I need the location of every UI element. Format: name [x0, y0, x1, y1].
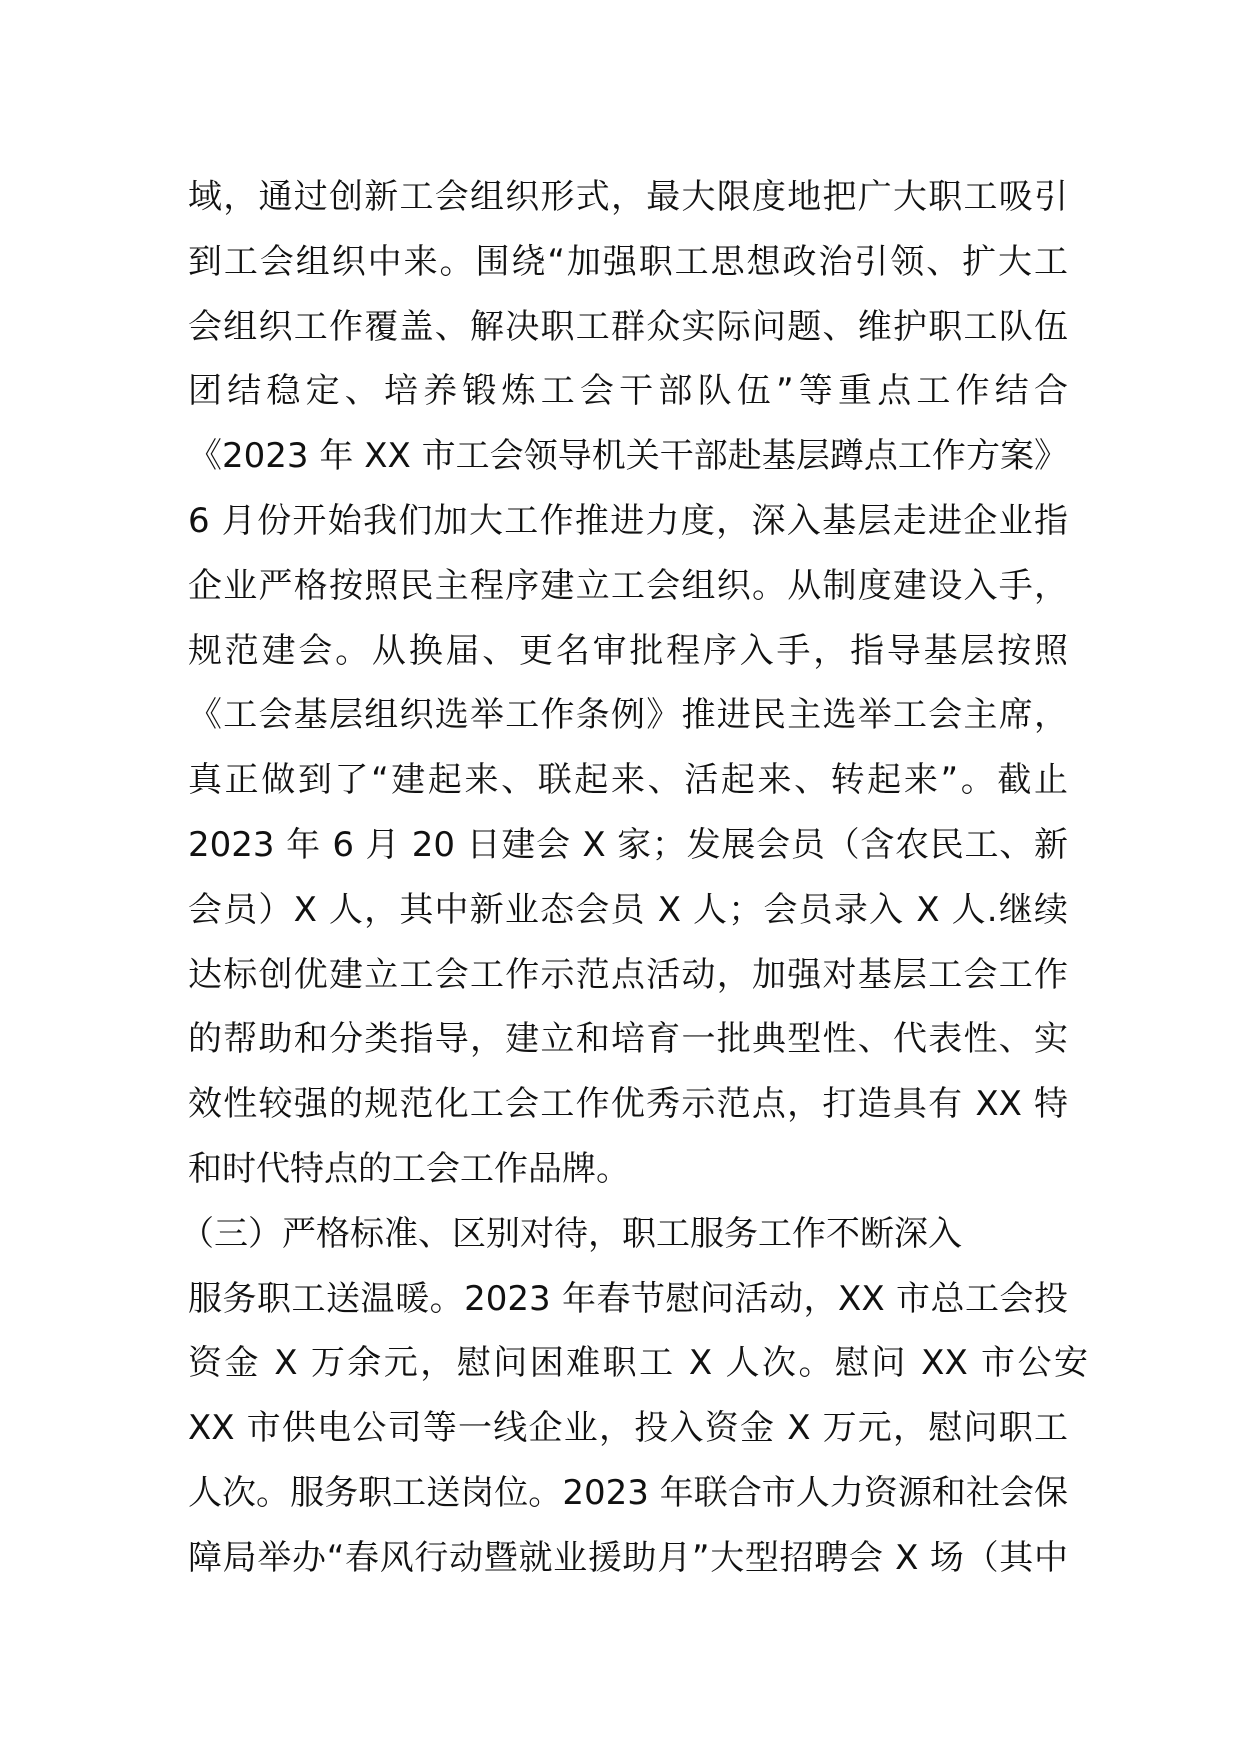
paragraph-line: 企业严格按照民主程序建立工会组织。从制度建设入手，	[188, 565, 1068, 606]
paragraph-line: 到工会组织中来。围绕“加强职工思想政治引领、扩大工	[188, 241, 1068, 282]
paragraph-line: 真正做到了“建起来、联起来、活起来、转起来”。截止	[188, 760, 1068, 801]
section-heading: （三）严格标准、区别对待，职工服务工作不断深入	[180, 1213, 962, 1254]
paragraph-line: 达标创优建立工会工作示范点活动，加强对基层工会工作	[188, 954, 1068, 995]
paragraph-line: 会组织工作覆盖、解决职工群众实际问题、维护职工队伍	[188, 306, 1068, 347]
paragraph-line: 会员）X 人，其中新业态会员 X 人；会员录入 X 人.继续	[188, 889, 1068, 930]
paragraph-line: 人次。服务职工送岗位。2023 年联合市人力资源和社会保	[188, 1472, 1068, 1513]
paragraph-line: 的帮助和分类指导，建立和培育一批典型性、代表性、实	[188, 1019, 1068, 1060]
paragraph-line: 《工会基层组织选举工作条例》推进民主选举工会主席，	[188, 695, 1068, 736]
document-body	[180, 165, 1088, 1591]
paragraph-line: 《2023 年 XX 市工会领导机关干部赴基层蹲点工作方案》	[188, 436, 1068, 477]
paragraph-line: 服务职工送温暖。2023 年春节慰问活动，XX 市总工会投	[188, 1278, 1068, 1319]
paragraph-line: 6 月份开始我们加大工作推进力度，深入基层走进企业指	[188, 500, 1068, 541]
paragraph-line: 效性较强的规范化工会工作优秀示范点，打造具有 XX 特	[188, 1084, 1068, 1125]
paragraph-line: 团结稳定、培养锻炼工会干部队伍”等重点工作结合	[188, 371, 1068, 412]
paragraph-line: 资金 X 万余元，慰问困难职工 X 人次。慰问 XX 市公安	[188, 1343, 1088, 1384]
paragraph-line: 和时代特点的工会工作品牌。	[188, 1148, 630, 1189]
paragraph-line: 2023 年 6 月 20 日建会 X 家；发展会员（含农民工、新	[188, 824, 1068, 865]
paragraph-line: XX 市供电公司等一线企业，投入资金 X 万元，慰问职工	[188, 1408, 1068, 1449]
paragraph-line: 障局举办“春风行动暨就业援助月”大型招聘会 X 场（其中	[188, 1537, 1068, 1578]
paragraph-line: 域，通过创新工会组织形式，最大限度地把广大职工吸引	[188, 177, 1068, 217]
paragraph-line: 规范建会。从换届、更名审批程序入手，指导基层按照	[188, 630, 1068, 671]
